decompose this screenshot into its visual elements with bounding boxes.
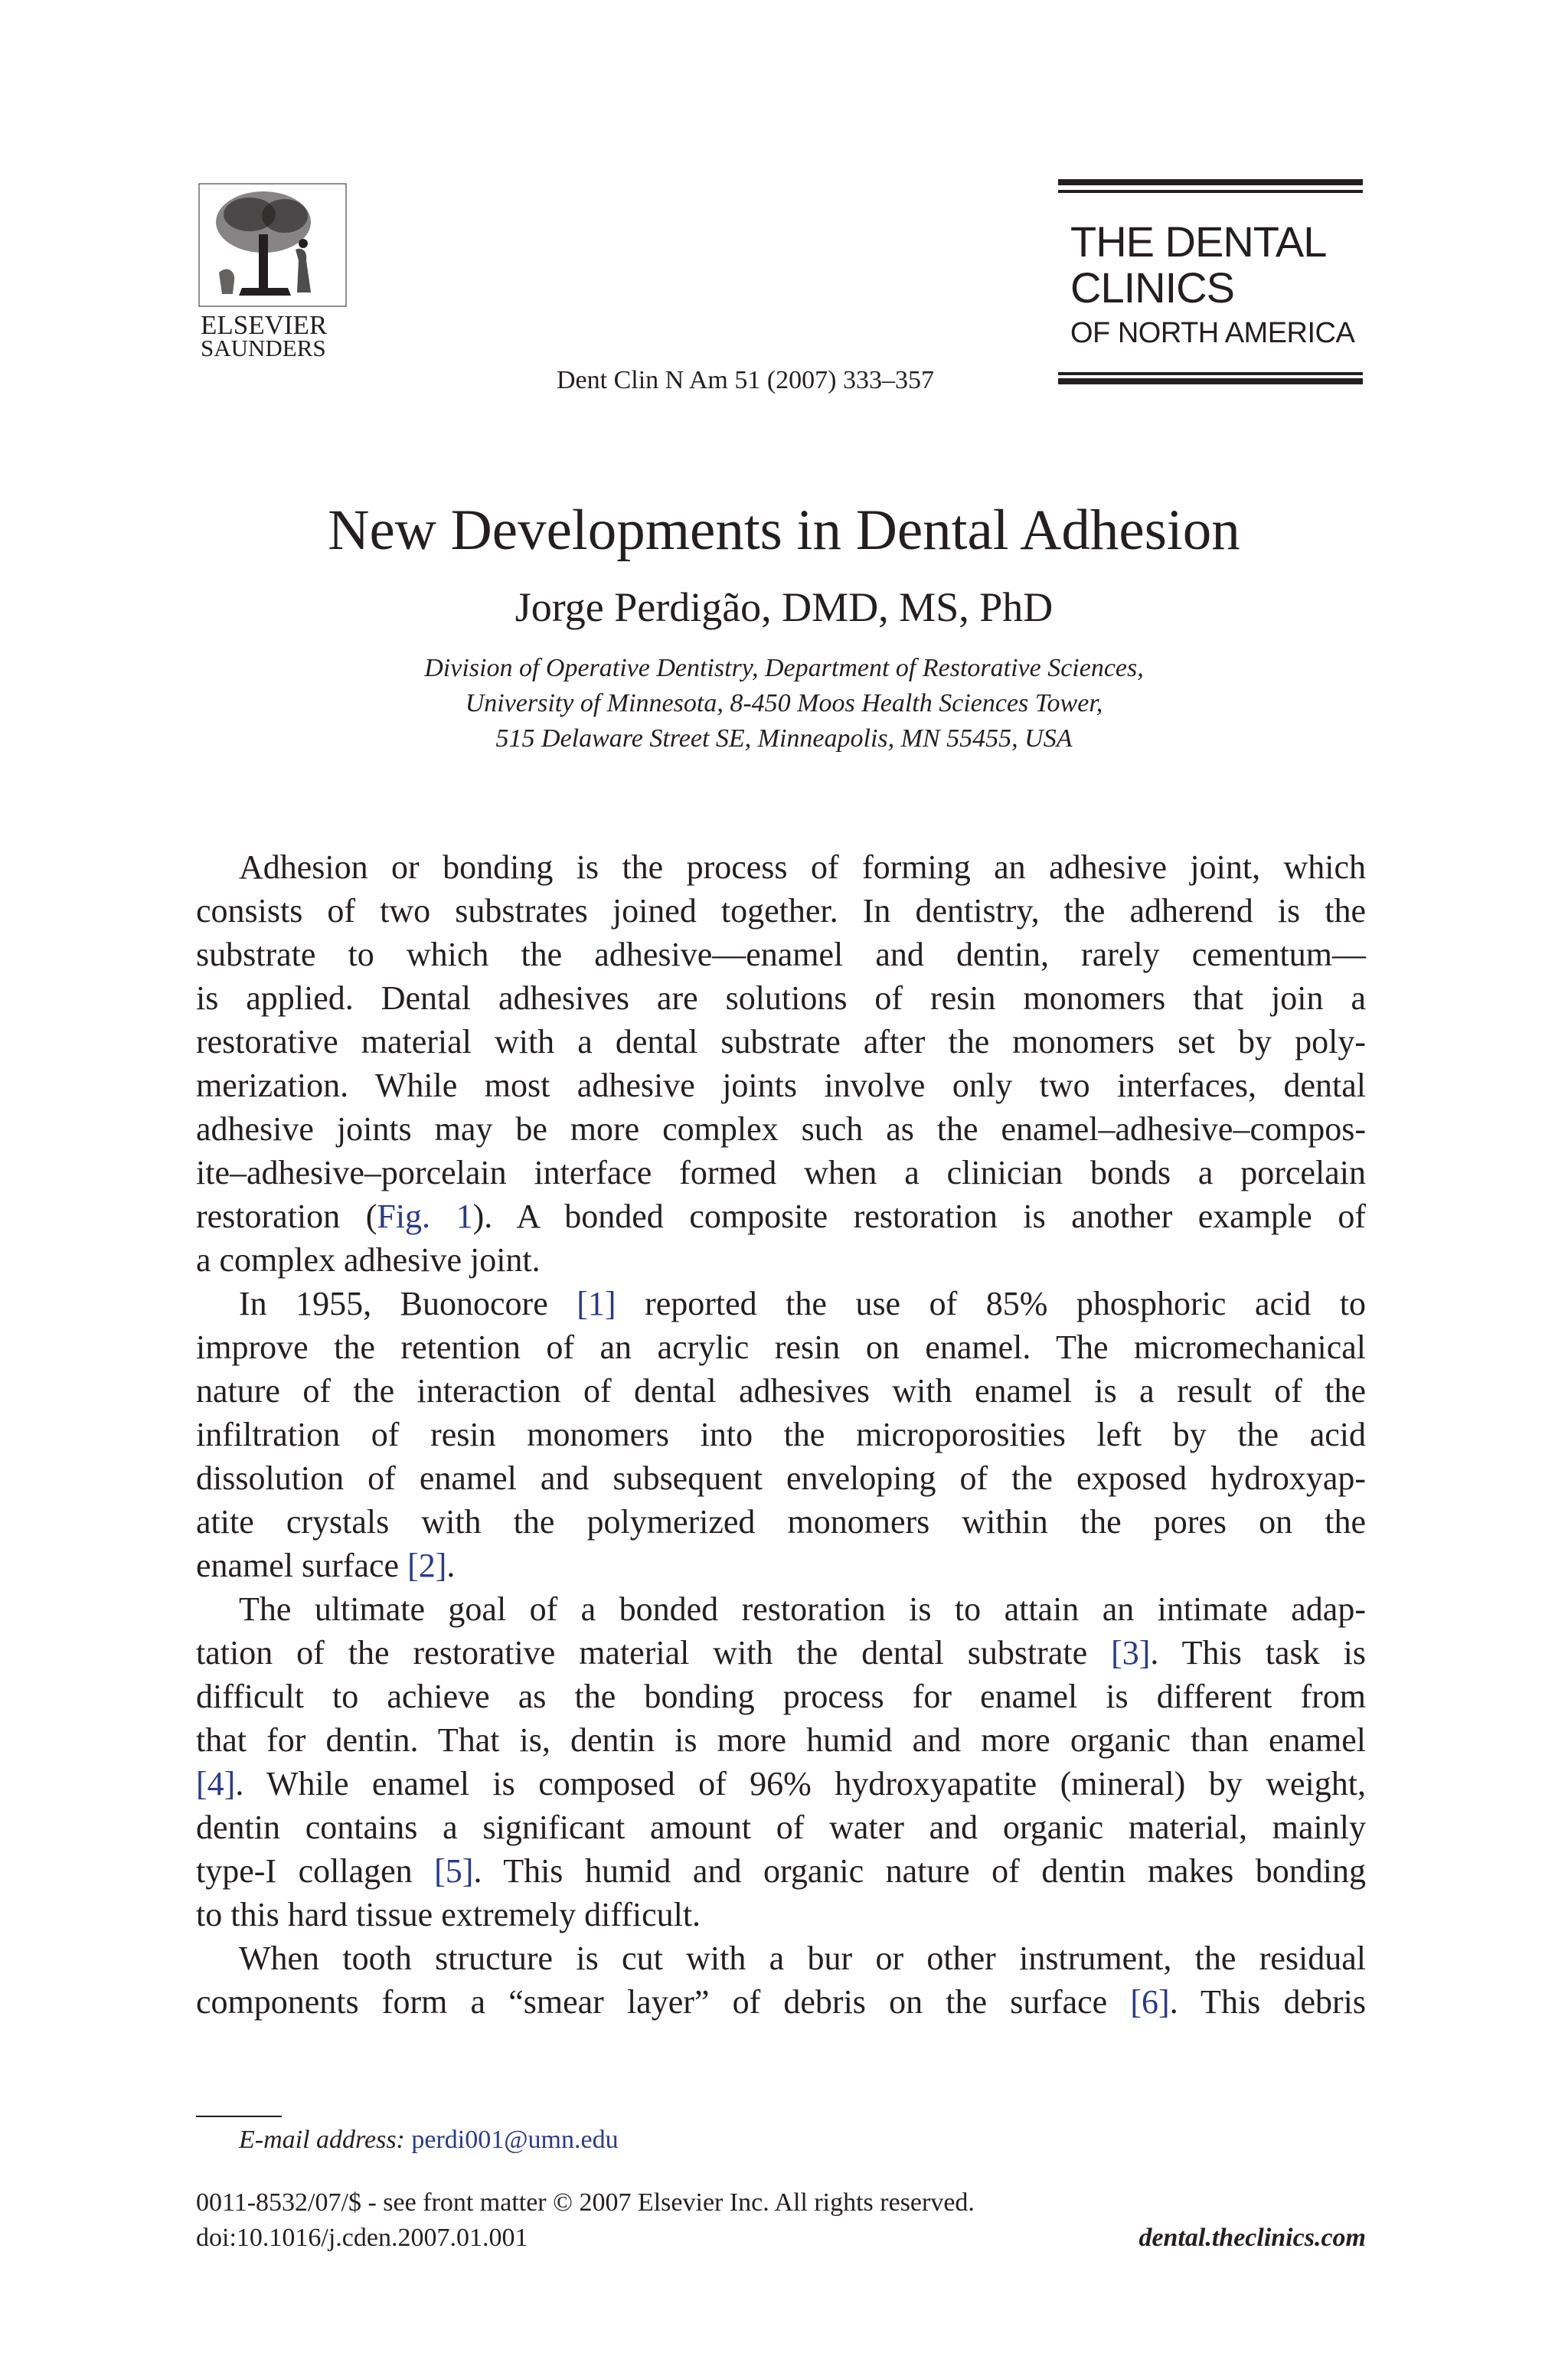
text-run: adhesive joints may be more complex such as the enamel–adhesive–compos-	[196, 1110, 1366, 1148]
footnote-divider	[196, 2116, 282, 2117]
text-run: . This humid and organic nature of dentin makes bonding	[473, 1852, 1366, 1890]
text-run: . While enamel is composed of 96% hydroxyapatite (mineral) by weight,	[235, 1765, 1366, 1802]
body-paragraph	[196, 845, 1366, 1282]
text-run: tation of the restorative material with the dental substrate	[196, 1634, 1112, 1672]
journal-title-line-1: THE DENTAL	[1070, 217, 1327, 266]
reference-link[interactable]: [4]	[196, 1765, 236, 1802]
text-line	[196, 1806, 1366, 1849]
text-run: . This task is	[1150, 1634, 1366, 1672]
text-run: enamel surface	[196, 1547, 408, 1584]
text-run: difficult to achieve as the bonding process for enamel is different from	[196, 1678, 1366, 1715]
article-title: New Developments in Dental Adhesion	[328, 498, 1240, 562]
text-run: dissolution of enamel and subsequent enveloping of the exposed hydroxyap-	[196, 1459, 1366, 1497]
text-run: merization. While most adhesive joints involve only two interfaces, dental	[196, 1067, 1366, 1104]
text-run: reported the use of 85% phosphoric acid to	[616, 1285, 1366, 1322]
elsevier-tree-icon	[196, 181, 349, 311]
text-line	[196, 1718, 1366, 1762]
reference-link[interactable]: Fig. 1	[377, 1198, 473, 1235]
reference-link[interactable]: [3]	[1111, 1634, 1151, 1672]
article-author: Jorge Perdigão, DMD, MS, PhD	[514, 584, 1054, 630]
reference-link[interactable]: [5]	[434, 1852, 474, 1890]
text-run: improve the retention of an acrylic resin on enamel. The micromechanical	[196, 1328, 1366, 1366]
text-run: components form a “smear layer” of debris on the surface	[196, 1983, 1131, 2021]
affiliation-line: Division of Operative Dentistry, Department of Restorative Sciences,	[424, 654, 1144, 682]
journal-title-line-3: OF NORTH AMERICA	[1070, 317, 1355, 349]
text-line	[196, 1107, 1366, 1151]
text-run: infiltration of resin monomers into the microporosities left by the acid	[196, 1416, 1366, 1453]
text-run: to this hard tissue extremely difficult.	[196, 1896, 701, 1933]
text-line	[196, 1151, 1366, 1194]
text-line	[196, 1936, 1366, 1980]
journal-title-line-2: CLINICS	[1070, 263, 1234, 312]
publisher-line-1: ELSEVIER	[201, 310, 328, 340]
text-run: nature of the interaction of dental adhesives with enamel is a result of the	[196, 1372, 1366, 1410]
masthead-rule	[1058, 179, 1363, 185]
text-line	[196, 1587, 1366, 1631]
text-line	[196, 933, 1366, 976]
masthead-rule	[1058, 372, 1363, 375]
body-paragraph	[196, 1587, 1366, 1936]
affiliation-line: 515 Delaware Street SE, Minneapolis, MN 55455, USA	[495, 724, 1073, 753]
text-line	[196, 1544, 1366, 1587]
text-run: restoration (	[196, 1198, 377, 1235]
text-run: Adhesion or bonding is the process of forming an adhesive joint, which	[239, 848, 1366, 886]
masthead-rule	[1058, 378, 1363, 384]
text-line	[196, 1500, 1366, 1544]
text-line	[196, 1325, 1366, 1369]
text-line	[196, 1020, 1366, 1064]
text-run: substrate to which the adhesive—enamel and dentin, rarely cementum—	[196, 936, 1366, 973]
text-line	[196, 1238, 1366, 1282]
text-run: .	[446, 1547, 456, 1584]
reference-link[interactable]: [1]	[577, 1285, 616, 1322]
body-paragraph	[196, 1282, 1366, 1587]
text-line	[196, 1762, 1366, 1806]
reference-link[interactable]: [6]	[1130, 1983, 1170, 2021]
text-line	[196, 1980, 1366, 2024]
text-line	[196, 889, 1366, 933]
article-body	[196, 845, 1366, 2024]
text-line	[196, 976, 1366, 1020]
publisher-line-2: SAUNDERS	[201, 335, 326, 361]
author-email-footnote	[239, 2126, 619, 2155]
doi: doi:10.1016/j.cden.2007.01.001	[196, 2224, 528, 2252]
email-link[interactable]: perdi001@umn.edu	[411, 2126, 619, 2154]
text-run: that for dentin. That is, dentin is more humid and more organic than enamel	[196, 1721, 1366, 1759]
text-line	[196, 1893, 1366, 1936]
copyright-notice: 0011-8532/07/$ - see front matter © 2007 Elsevier Inc. All rights reserved.	[196, 2188, 975, 2217]
text-run: . This debris	[1169, 1983, 1366, 2021]
text-run: type-I collagen	[196, 1852, 435, 1890]
text-line	[196, 1369, 1366, 1413]
text-run: In 1955, Buonocore	[239, 1285, 577, 1322]
body-paragraph	[196, 1936, 1366, 2024]
text-line	[196, 1631, 1366, 1675]
journal-citation: Dent Clin N Am 51 (2007) 333–357	[557, 366, 934, 394]
publisher-name	[201, 310, 361, 361]
journal-masthead	[1058, 179, 1363, 391]
text-run: restorative material with a dental substrate after the monomers set by poly-	[196, 1023, 1366, 1060]
journal-website-link[interactable]: dental.theclinics.com	[1138, 2224, 1366, 2252]
text-run: The ultimate goal of a bonded restoration is to attain an intimate adap-	[239, 1590, 1366, 1628]
text-line	[196, 1282, 1366, 1325]
text-run: is applied. Dental adhesives are solutions of resin monomers that join a	[196, 979, 1366, 1017]
text-run: ). A bonded composite restoration is another example of	[472, 1198, 1366, 1235]
author-affiliation	[0, 651, 1568, 757]
text-line	[196, 1064, 1366, 1107]
text-line	[196, 845, 1366, 889]
text-line	[196, 1456, 1366, 1500]
text-run: When tooth structure is cut with a bur or other instrument, the residual	[239, 1940, 1366, 1977]
email-label: E-mail address:	[239, 2126, 405, 2154]
text-line	[196, 1849, 1366, 1893]
text-run: dentin contains a significant amount of water and organic material, mainly	[196, 1809, 1366, 1846]
masthead-rule	[1058, 190, 1363, 193]
text-run: consists of two substrates joined together. In dentistry, the adherend is the	[196, 892, 1366, 930]
text-line	[196, 1194, 1366, 1238]
text-line	[196, 1413, 1366, 1456]
text-run: a complex adhesive joint.	[196, 1241, 541, 1279]
text-run: atite crystals with the polymerized monomers within the pores on the	[196, 1503, 1366, 1541]
text-line	[196, 1675, 1366, 1718]
affiliation-line: University of Minnesota, 8-450 Moos Health Sciences Tower,	[465, 689, 1103, 717]
text-run: ite–adhesive–porcelain interface formed when a clinician bonds a porcelain	[196, 1154, 1366, 1191]
reference-link[interactable]: [2]	[407, 1547, 447, 1584]
